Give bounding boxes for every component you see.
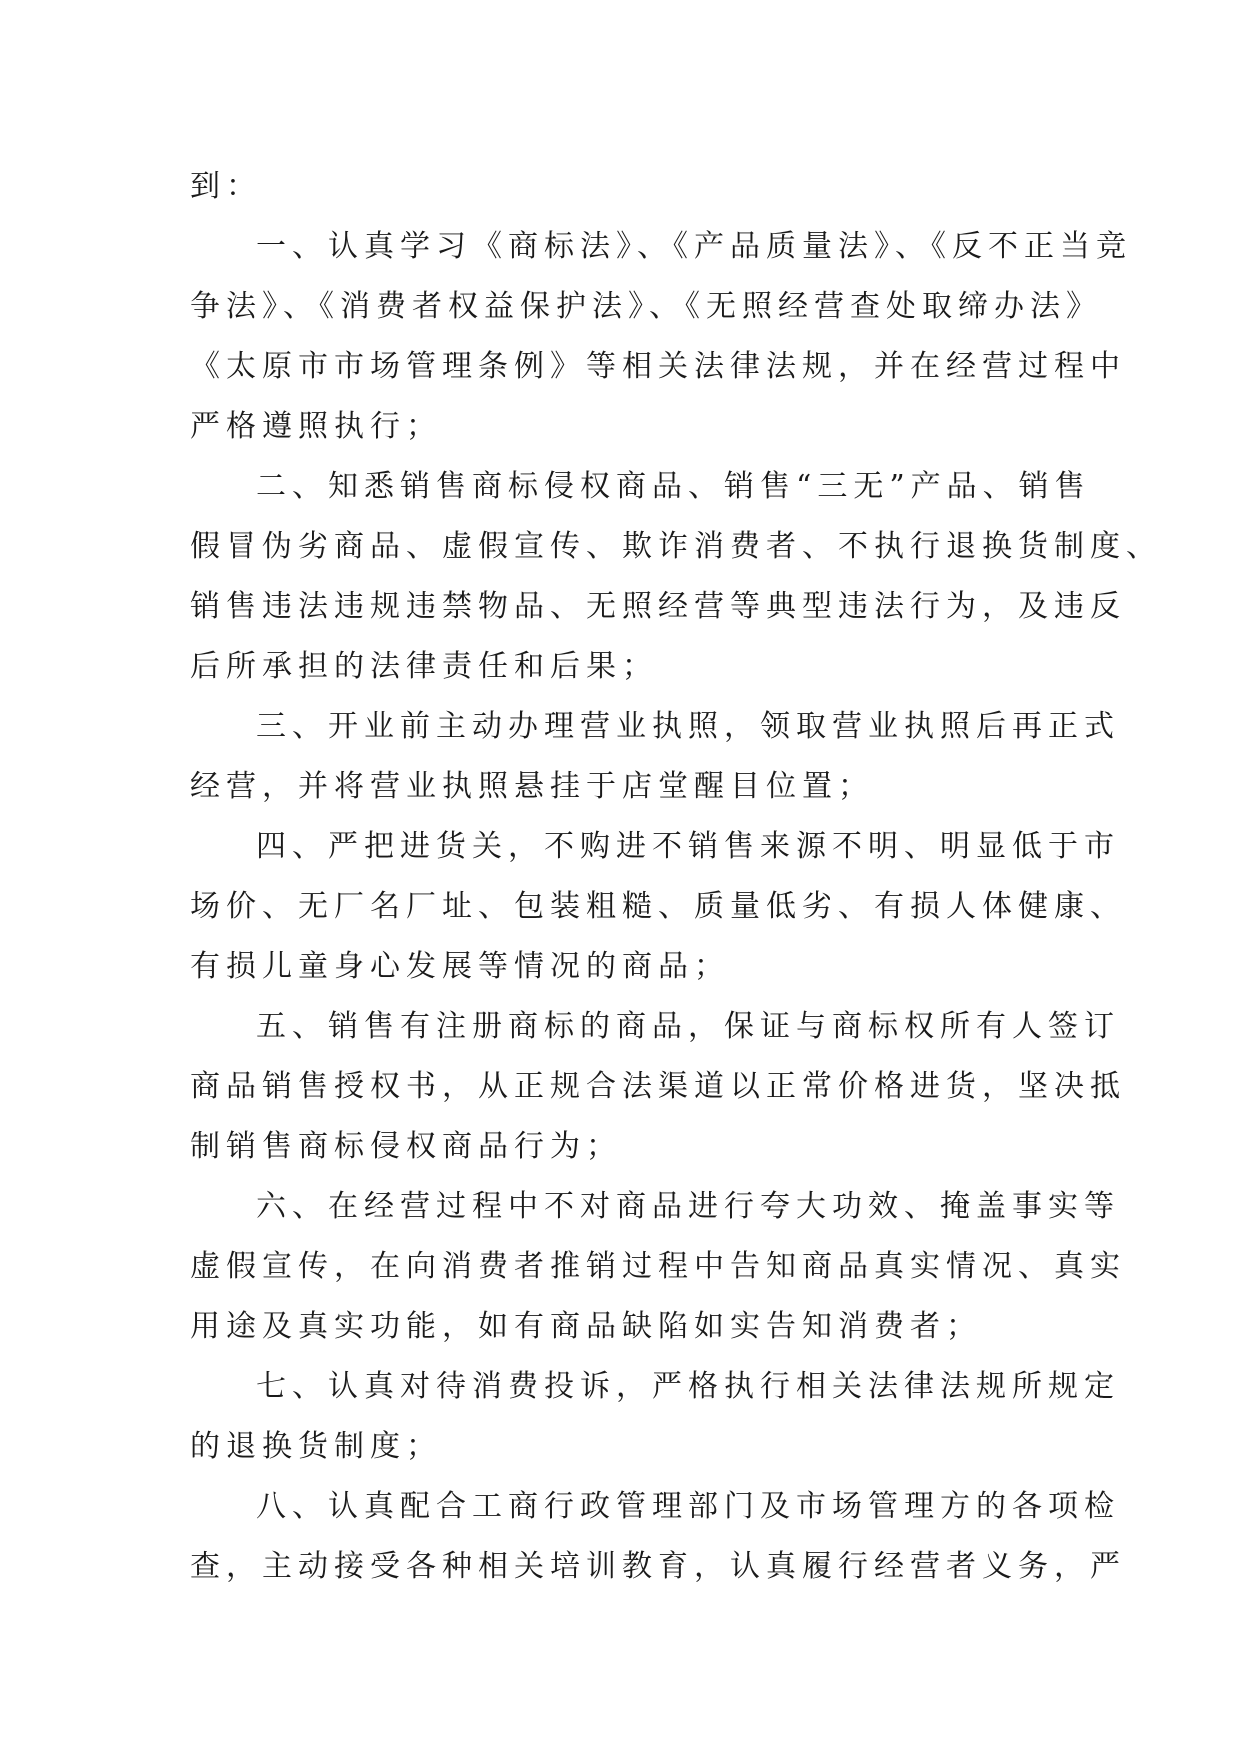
text-line: 《太原市市场管理条例》等相关法律法规，并在经营过程中	[190, 349, 1126, 384]
text-line: 六、在经营过程中不对商品进行夸大功效、掩盖事实等	[256, 1189, 1120, 1224]
text-line: 四、严把进货关，不购进不销售来源不明、明显低于市	[256, 829, 1120, 864]
text-line: 后所承担的法律责任和后果；	[190, 649, 658, 684]
text-line: 销售违法违规违禁物品、无照经营等典型违法行为，及违反	[190, 589, 1126, 624]
text-line: 五、销售有注册商标的商品，保证与商标权所有人签订	[256, 1009, 1120, 1044]
text-line: 商品销售授权书，从正规合法渠道以正常价格进货，坚决抵	[190, 1069, 1126, 1104]
document-body	[190, 157, 1162, 1597]
text-line: 的退换货制度；	[190, 1429, 442, 1464]
text-line: 严格遵照执行；	[190, 409, 442, 444]
text-line: 八、认真配合工商行政管理部门及市场管理方的各项检	[256, 1489, 1120, 1524]
text-line: 有损儿童身心发展等情况的商品；	[190, 949, 730, 984]
text-line: 场价、无厂名厂址、包装粗糙、质量低劣、有损人体健康、	[190, 889, 1126, 924]
text-line: 三、开业前主动办理营业执照，领取营业执照后再正式	[256, 709, 1120, 744]
text-line: 一、认真学习《商标法》、《产品质量法》、《反不正当竞	[256, 229, 1132, 264]
text-line: 经营，并将营业执照悬挂于店堂醒目位置；	[190, 769, 874, 804]
text-line: 查，主动接受各种相关培训教育，认真履行经营者义务，严	[190, 1549, 1126, 1584]
text-line: 到：	[190, 169, 262, 204]
text-line: 二、知悉销售商标侵权商品、销售“三无”产品、销售	[256, 469, 1091, 504]
text-line: 假冒伪劣商品、虚假宣传、欺诈消费者、不执行退换货制度、	[190, 529, 1162, 564]
text-line: 七、认真对待消费投诉，严格执行相关法律法规所规定	[256, 1369, 1120, 1404]
text-line: 制销售商标侵权商品行为；	[190, 1129, 622, 1164]
text-line: 虚假宣传，在向消费者推销过程中告知商品真实情况、真实	[190, 1249, 1126, 1284]
text-line: 用途及真实功能，如有商品缺陷如实告知消费者；	[190, 1309, 982, 1344]
text-line: 争法》、《消费者权益保护法》、《无照经营查处取缔办法》	[190, 289, 1102, 324]
